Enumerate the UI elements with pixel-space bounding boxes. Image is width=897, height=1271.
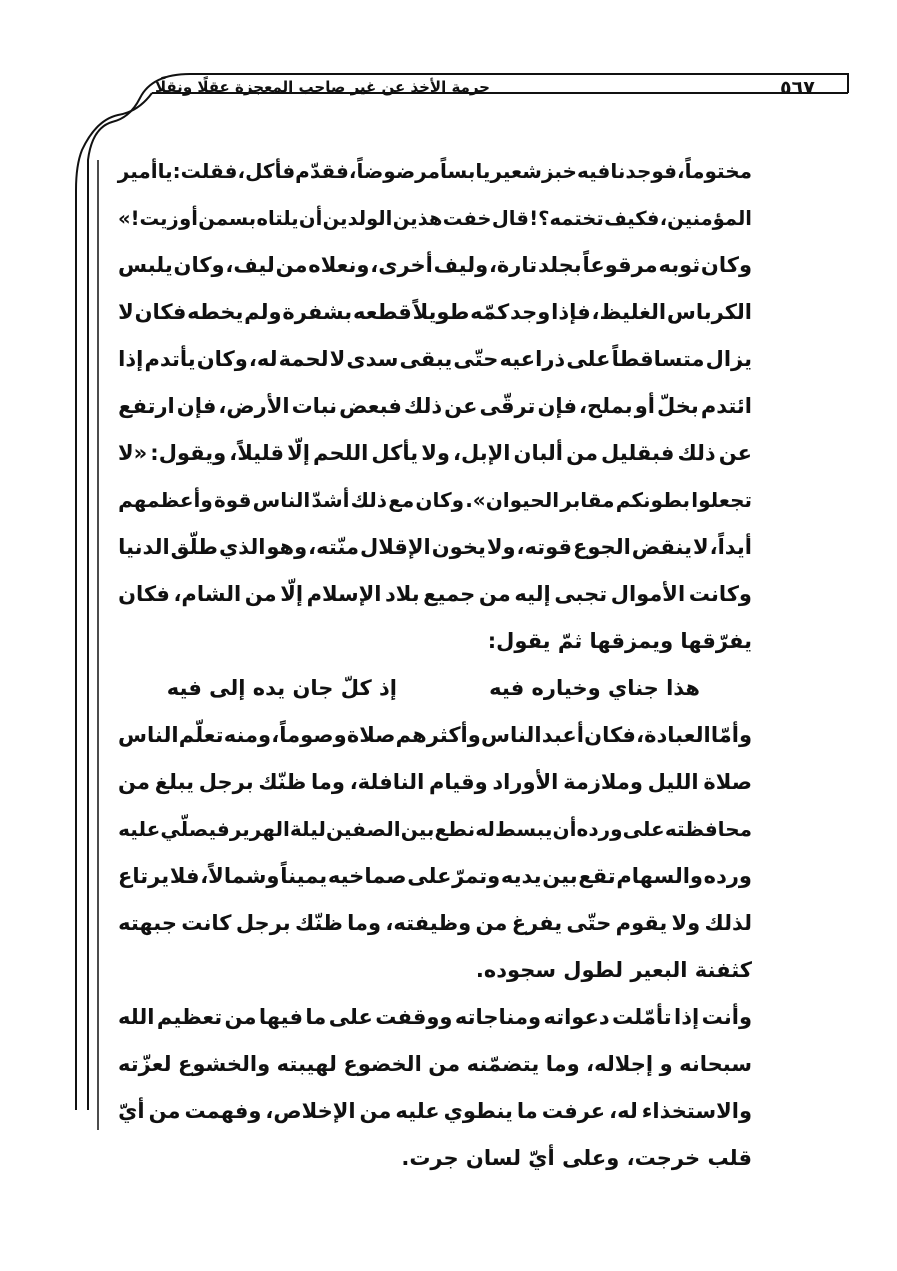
word: المؤمنين، — [659, 207, 752, 230]
text-line — [118, 1088, 752, 1135]
word: ظنّك — [258, 770, 307, 794]
word: وليف — [433, 253, 489, 277]
word: الشام، — [173, 582, 242, 606]
running-title: حرمة الأخذ عن غير صاحب المعجزة عقلًا ونقلًا — [155, 78, 490, 96]
word: خفت — [442, 207, 492, 230]
word: فيصلّي — [160, 817, 230, 841]
word: الكرباس — [666, 300, 752, 324]
word: الأوراد — [492, 770, 559, 794]
word: وأمّا — [710, 723, 752, 747]
word: يخطه — [187, 300, 244, 324]
word: لهيبته — [276, 1052, 337, 1076]
word: من — [224, 1005, 257, 1029]
word: ولا — [421, 441, 450, 465]
word: فإن — [537, 394, 577, 418]
word: ظنّك — [294, 911, 343, 935]
word: قوة — [213, 488, 252, 512]
word: أيداً، — [709, 535, 752, 559]
poetry-verse — [118, 665, 752, 712]
word: بسمن — [198, 207, 257, 230]
word: صماخيه — [327, 864, 407, 888]
word: يا — [157, 159, 173, 183]
word: أعبد — [541, 723, 584, 747]
word: ورده — [703, 864, 752, 888]
word: الناس — [481, 723, 542, 747]
word: فقلت: — [172, 159, 238, 183]
word: يبسط — [494, 817, 553, 841]
text-line — [118, 195, 752, 242]
word: له، — [248, 347, 278, 371]
word: من — [428, 1052, 461, 1076]
word: ووقفت — [375, 1005, 453, 1029]
word: النافلة، — [349, 770, 425, 794]
word: وما — [545, 1052, 580, 1076]
word: برجل — [235, 911, 291, 935]
word: ألبان — [513, 441, 563, 465]
word: العبادة، — [636, 723, 711, 747]
word: من — [359, 1099, 392, 1123]
word: ذلك — [677, 441, 716, 465]
word: إذا — [118, 347, 144, 371]
word: فبعض — [339, 394, 402, 418]
word: فيها — [258, 1005, 303, 1029]
word: فأكل، — [237, 159, 296, 183]
word: سبحانه — [679, 1052, 752, 1076]
word: قطعه — [353, 300, 412, 324]
word: وكان — [173, 253, 225, 277]
word: الأموال — [610, 582, 686, 606]
word: وظيفته، — [385, 911, 472, 935]
word: والخشوع — [177, 1052, 271, 1076]
text-line — [118, 759, 752, 806]
word: تجبى — [554, 582, 608, 606]
text-line — [118, 336, 752, 383]
word: فكان — [118, 582, 170, 606]
word: وكان — [415, 488, 465, 512]
page-number: ٥٦٧ — [780, 77, 815, 99]
text-line — [118, 806, 752, 853]
text-line — [118, 430, 752, 477]
text-line — [118, 242, 752, 289]
word: من — [118, 770, 150, 794]
text-line — [118, 289, 752, 336]
word: يأكل — [371, 441, 419, 465]
word: وأكثرهم — [395, 723, 481, 747]
word: الليل — [647, 770, 699, 794]
word: بين — [400, 817, 435, 841]
word: وما — [347, 911, 382, 935]
body-text — [118, 148, 752, 1182]
word: إلّا — [280, 582, 304, 606]
word: من — [478, 582, 511, 606]
word: أشدّ — [311, 488, 350, 512]
word: وتمرّ — [452, 864, 501, 888]
word: الذي — [218, 535, 266, 559]
word: اللحم — [313, 441, 369, 465]
word: الغليظ، — [591, 300, 667, 324]
word: قوته، — [516, 535, 573, 559]
text-line — [118, 994, 752, 1041]
word: من — [475, 911, 508, 935]
word: ذراعيه — [499, 347, 566, 371]
word: ينطوي — [443, 1099, 513, 1123]
word: وما — [311, 770, 345, 794]
word: ليلة — [289, 817, 326, 841]
word: مرضوضاً، — [348, 159, 440, 183]
word: أن — [298, 207, 323, 230]
word: إذا — [674, 1005, 700, 1029]
word: لا — [329, 347, 346, 371]
word: الإبل، — [452, 441, 511, 465]
word: ترقّى — [479, 394, 536, 418]
text-line: قلب خرجت، وعلى أيّ لسان جرت. — [401, 1146, 752, 1170]
word: بطونكم — [615, 488, 691, 512]
word: لعزّته — [118, 1052, 172, 1076]
word: لحمة — [278, 347, 329, 371]
word: يديه — [500, 864, 542, 888]
word: ثوبه — [658, 253, 701, 277]
word: يتضمّنه — [466, 1052, 540, 1076]
word: ونعلاه — [308, 253, 370, 277]
word: لذلك — [704, 911, 752, 935]
word: وصوماً، — [271, 723, 347, 747]
word: الخضوع — [343, 1052, 422, 1076]
word: من — [566, 441, 598, 465]
word: وشمالاً، — [200, 864, 280, 888]
word: ويقول: — [150, 441, 227, 465]
word: من — [244, 582, 277, 606]
word: وأعظمهم — [118, 488, 213, 512]
word: فقدّم — [295, 159, 349, 183]
text-line: كثفنة البعير لطول سجوده. — [475, 958, 752, 982]
word: طويلاً — [412, 300, 470, 324]
word: تعلّم — [178, 723, 224, 747]
word: جميع — [423, 582, 476, 606]
text-line — [118, 524, 752, 571]
word: يابساً — [440, 159, 491, 183]
word: تقع — [578, 864, 616, 888]
word: من — [148, 1099, 181, 1123]
text-line — [118, 1041, 752, 1088]
word: وكان — [700, 253, 752, 277]
word: نبات — [291, 394, 338, 418]
word: يقوم — [615, 911, 668, 935]
word: تجعلوا — [691, 488, 752, 512]
word: وهو — [266, 535, 308, 559]
word: متساقطاً — [611, 347, 705, 371]
word: أيّ — [118, 1099, 145, 1123]
word: مع — [388, 488, 415, 512]
word: لا — [692, 535, 709, 559]
word: حتّى — [453, 347, 499, 371]
word: نطع — [434, 817, 476, 841]
word: ليف، — [225, 253, 275, 277]
word: بين — [542, 864, 578, 888]
word: عليه — [395, 1099, 440, 1123]
verse-hemistich-first: هذا جناي وخياره فيه — [489, 676, 700, 700]
text-line — [118, 477, 752, 524]
word: الهرير — [229, 817, 290, 841]
word: ذلك — [350, 488, 388, 512]
word: من — [275, 253, 308, 277]
word: وملازمة — [563, 770, 643, 794]
word: الحيوان». — [465, 488, 560, 512]
word: يبلغ — [154, 770, 195, 794]
word: بملح، — [579, 394, 633, 418]
word: بجلد — [537, 253, 582, 277]
word: الولدين — [322, 207, 393, 230]
word: دعواته — [543, 1005, 610, 1029]
word: يفرغ — [511, 911, 563, 935]
word: بخلّ — [657, 394, 699, 418]
word: على — [328, 1005, 373, 1029]
word: على — [622, 817, 665, 841]
word: ارتفع — [118, 394, 175, 418]
word: شعير — [490, 159, 542, 183]
word: إلّا — [287, 441, 310, 465]
word: الدنيا — [118, 535, 170, 559]
word: إجلاله، — [586, 1052, 654, 1076]
word: طلّق — [170, 535, 218, 559]
word: يلبس — [118, 253, 173, 277]
word: فبقليل — [601, 441, 675, 465]
word: هذين — [392, 207, 443, 230]
word: فوجدنا — [610, 159, 677, 183]
word: يزال — [705, 347, 752, 371]
word: قال — [491, 207, 529, 230]
verse-hemistich-second: إذ كلّ جان يده إلى فيه — [166, 676, 397, 700]
word: صلاة — [346, 723, 396, 747]
word: الإخلاص، — [265, 1099, 356, 1123]
word: يلتاه — [256, 207, 299, 230]
word: ما — [305, 1005, 327, 1029]
word: ذلك — [403, 394, 443, 418]
word: ولم — [244, 300, 282, 324]
word: الإسلام — [306, 582, 382, 606]
word: وجد — [510, 300, 551, 324]
word: أخرى، — [370, 253, 433, 277]
text-line — [118, 148, 752, 195]
word: حتّى — [566, 911, 612, 935]
word: فإن — [176, 394, 217, 418]
word: تعظيم — [156, 1005, 223, 1029]
word: على — [407, 864, 452, 888]
word: لا — [118, 300, 134, 324]
word: وأنت — [701, 1005, 752, 1029]
word: محافظته — [664, 817, 752, 841]
word: يأتدم — [144, 347, 196, 371]
word: عن — [718, 441, 752, 465]
word: الجوع — [573, 535, 631, 559]
word: «لا — [118, 441, 148, 465]
word: ائتدم — [700, 394, 752, 418]
word: مرقوعاً — [582, 253, 658, 277]
word: عرفت — [541, 1099, 606, 1123]
word: أو — [179, 207, 198, 230]
word: وفهمت — [184, 1099, 262, 1123]
word: صلاة — [703, 770, 752, 794]
word: ما — [516, 1099, 538, 1123]
word: تأمّلت — [612, 1005, 672, 1029]
word: برجل — [198, 770, 254, 794]
word: الصفين — [325, 817, 401, 841]
word: وكان — [196, 347, 248, 371]
word: الناس — [252, 488, 311, 512]
word: على — [566, 347, 611, 371]
word: يرتاع — [118, 864, 170, 888]
word: ومناجاته — [454, 1005, 542, 1029]
word: أمير — [117, 159, 158, 183]
text-line — [118, 571, 752, 618]
word: مقابر — [560, 488, 615, 512]
word: تارة، — [488, 253, 538, 277]
word: منّته، — [308, 535, 360, 559]
word: بلاد — [385, 582, 420, 606]
text-line — [118, 712, 752, 759]
word: فكان — [134, 300, 187, 324]
word: الله — [118, 1005, 155, 1029]
word: خبز — [541, 159, 577, 183]
word: فيه — [576, 159, 611, 183]
word: أو — [634, 394, 655, 418]
word: وكانت — [688, 582, 752, 606]
word: كمّه — [470, 300, 510, 324]
word: قليلاً، — [229, 441, 285, 465]
word: والسهام — [616, 864, 703, 888]
text-line: يفرّقها ويمزقها ثمّ يقول: — [487, 629, 752, 653]
word: وقيام — [429, 770, 488, 794]
word: فكيف — [604, 207, 660, 230]
word: له — [475, 817, 495, 841]
word: الأرض، — [218, 394, 290, 418]
word: كانت — [181, 911, 232, 935]
word: تختمه؟! — [529, 207, 604, 230]
word: مختوماً، — [677, 159, 752, 183]
text-line — [118, 900, 752, 947]
word: الإقلال — [360, 535, 431, 559]
word: عن — [444, 394, 478, 418]
word: يميناً — [280, 864, 328, 888]
word: له، — [609, 1099, 638, 1123]
text-line — [118, 853, 752, 900]
word: فإذا — [551, 300, 591, 324]
text-line — [118, 383, 752, 430]
word: بشفرة — [282, 300, 353, 324]
word: عليه — [118, 817, 161, 841]
word: ولا — [486, 535, 516, 559]
word: والاستخذاء — [641, 1099, 752, 1123]
word: جبهته — [118, 911, 177, 935]
word: إليه — [514, 582, 551, 606]
word: يبقى — [399, 347, 453, 371]
word: الناس — [118, 723, 179, 747]
word: ورده — [576, 817, 623, 841]
word: سدى — [346, 347, 399, 371]
word: أن — [552, 817, 577, 841]
word: و — [659, 1052, 673, 1076]
word: فكان — [584, 723, 636, 747]
word: ينقض — [631, 535, 692, 559]
word: زيت!» — [118, 207, 179, 230]
word: ومنه — [223, 723, 272, 747]
word: يخون — [431, 535, 486, 559]
word: ولا — [671, 911, 701, 935]
word: فلا — [169, 864, 200, 888]
